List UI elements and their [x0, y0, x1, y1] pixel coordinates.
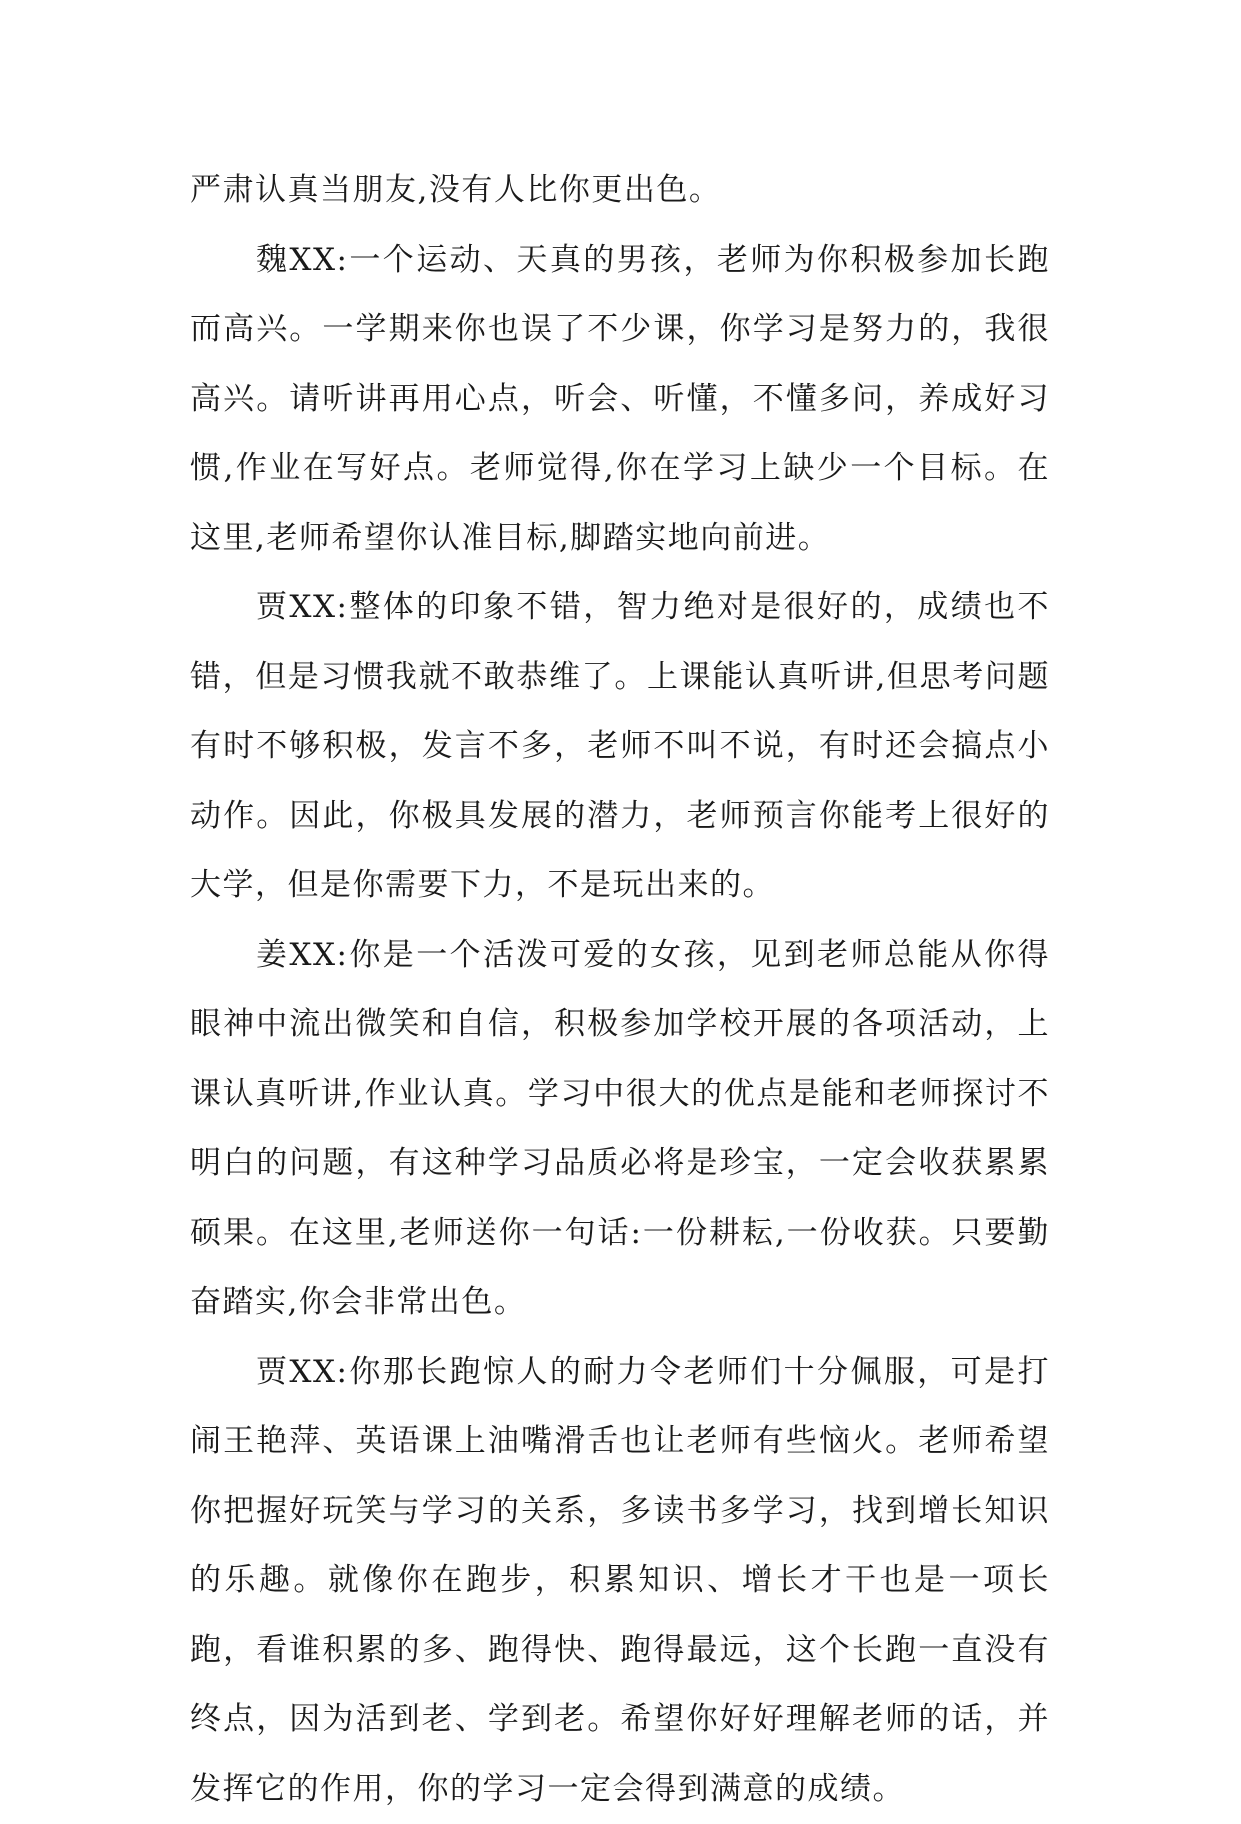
document-body — [190, 156, 1050, 1824]
paragraph-comment-jiang: 姜XX:你是一个活泼可爱的女孩，见到老师总能从你得眼神中流出微笑和自信，积极参加学校开展的各项活动，上课认真听讲,作业认真。学习中很大的优点是能和老师探讨不明白的问题，有这种学习品质必将是珍宝，一定会收获累累硕果。在这里,老师送你一句话:一份耕耘,一份收获。只要勤奋踏实,你会非常出色。 — [190, 921, 1050, 1338]
paragraph-continuation: 严肃认真当朋友,没有人比你更出色。 — [190, 156, 1050, 226]
paragraph-comment-wei: 魏XX:一个运动、天真的男孩，老师为你积极参加长跑而高兴。一学期来你也误了不少课，你学习是努力的，我很高兴。请听讲再用心点，听会、听懂，不懂多问，养成好习惯,作业在写好点。老师觉得,你在学习上缺少一个目标。在这里,老师希望你认准目标,脚踏实地向前进。 — [190, 226, 1050, 574]
paragraph-comment-jia-2: 贾XX:你那长跑惊人的耐力令老师们十分佩服，可是打闹王艳萍、英语课上油嘴滑舌也让老师有些恼火。老师希望你把握好玩笑与学习的关系，多读书多学习，找到增长知识的乐趣。就像你在跑步，积累知识、增长才干也是一项长跑，看谁积累的多、跑得快、跑得最远，这个长跑一直没有终点，因为活到老、学到老。希望你好好理解老师的话，并发挥它的作用，你的学习一定会得到满意的成绩。 — [190, 1338, 1050, 1824]
paragraph-comment-jia-1: 贾XX:整体的印象不错，智力绝对是很好的，成绩也不错，但是习惯我就不敢恭维了。上课能认真听讲,但思考问题有时不够积极，发言不多，老师不叫不说，有时还会搞点小动作。因此，你极具发展的潜力，老师预言你能考上很好的大学，但是你需要下力，不是玩出来的。 — [190, 573, 1050, 921]
